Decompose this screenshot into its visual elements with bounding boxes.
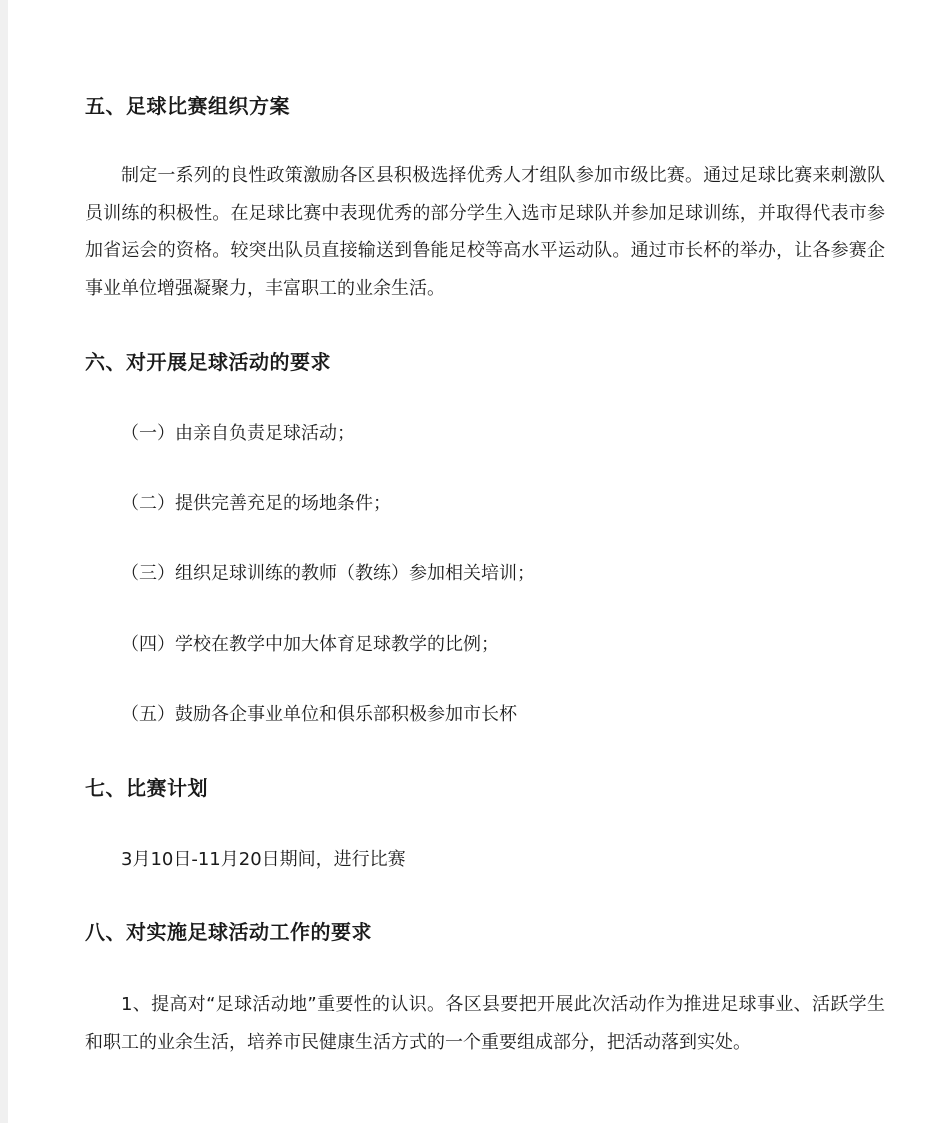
section-7-heading: 七、比赛计划 <box>85 776 208 800</box>
document-page <box>8 0 945 1123</box>
requirement-item-5: （五）鼓励各企事业单位和俱乐部积极参加市长杯 <box>121 704 517 725</box>
schedule-text: 3月10日-11月20日期间，进行比赛 <box>121 849 406 870</box>
requirement-item-4: （四）学校在教学中加大体育足球教学的比例； <box>121 634 499 655</box>
section-8-paragraph: 1、提高对“足球活动地”重要性的认识。各区县要把开展此次活动作为推进足球事业、活跃学生和职工的业余生活，培养市民健康生活方式的一个重要组成部分，把活动落到实处。 <box>85 994 885 1053</box>
requirement-item-2: （二）提供完善充足的场地条件； <box>121 493 391 514</box>
section-5-heading: 五、足球比赛组织方案 <box>85 94 290 118</box>
section-8-heading: 八、对实施足球活动工作的要求 <box>85 920 372 944</box>
section-5-paragraph: 制定一系列的良性政策激励各区县积极选择优秀人才组队参加市级比赛。通过足球比赛来刺激队员训练的积极性。在足球比赛中表现优秀的部分学生入选市足球队并参加足球训练，并取得代表市参加省运会的资格。较突出队员直接输送到鲁能足校等高水平运动队。通过市长杯的举办，让各参赛企事业单位增强凝聚力，丰富职工的业余生活。 <box>85 165 885 299</box>
requirement-item-1: （一）由亲自负责足球活动； <box>121 423 355 444</box>
section-6-heading: 六、对开展足球活动的要求 <box>85 350 331 374</box>
requirement-item-3: （三）组织足球训练的教师（教练）参加相关培训； <box>121 563 535 584</box>
